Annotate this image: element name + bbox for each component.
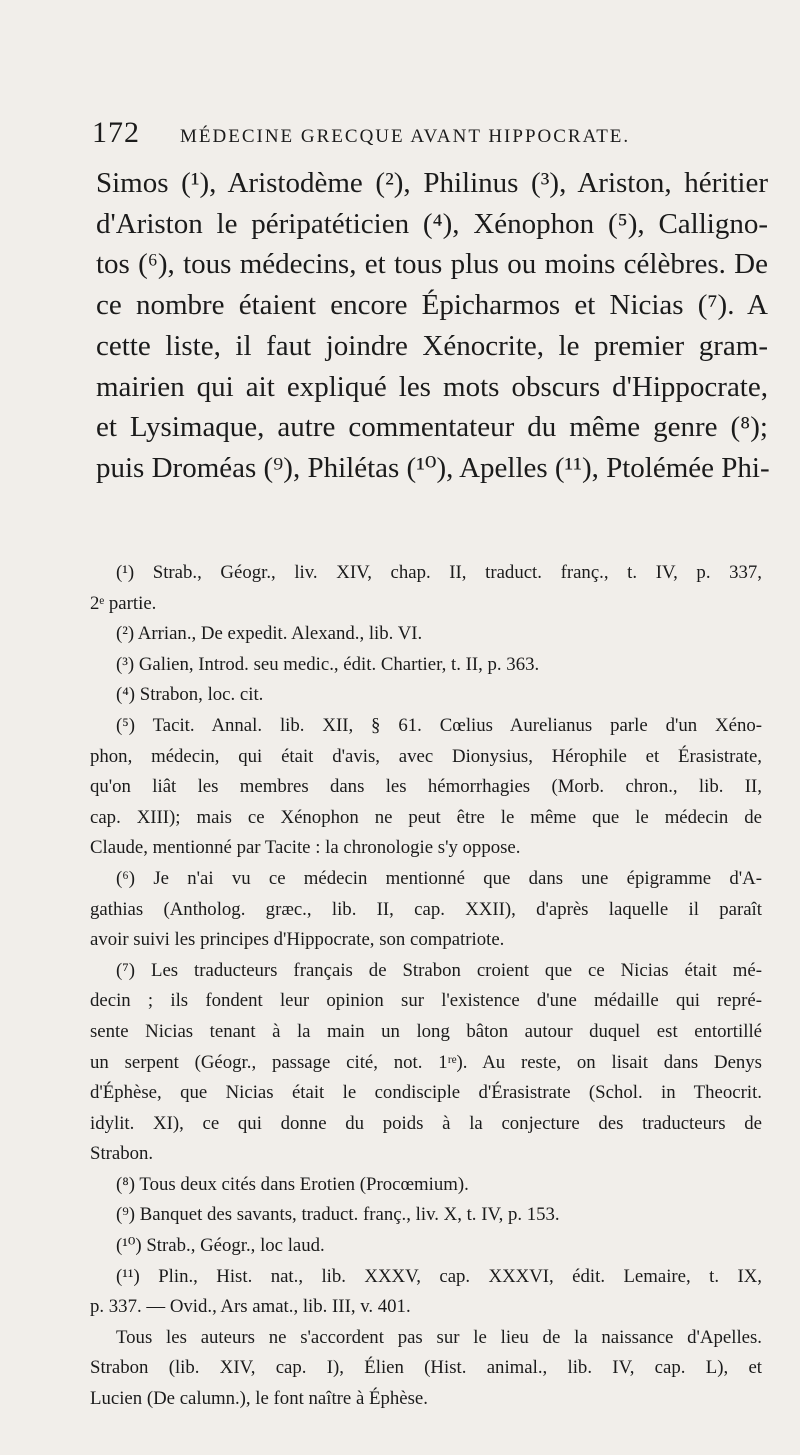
footnote-line: Claude, mentionné par Tacite : la chronologie s'y oppose. (90, 837, 521, 859)
footnote-line: un serpent (Géogr., passage cité, not. 1ʳᵉ). Au reste, on lisait dans Denys (90, 1051, 762, 1073)
body-line: puis Droméas (⁹), Philétas (¹⁰), Apelles (¹¹), Ptolémée Phi- (96, 451, 770, 484)
body-line: tos (⁶), tous médecins, et tous plus ou moins célèbres. De (96, 248, 768, 281)
footnote-line: qu'on liât les membres dans les hémorrhagies (Morb. chron., lib. II, (90, 776, 762, 798)
footnote-line: cap. XIII); mais ce Xénophon ne peut être le même que le médecin de (90, 806, 762, 828)
page-number: 172 (92, 116, 140, 149)
footnote-line: (³) Galien, Introd. seu medic., édit. Chartier, t. II, p. 363. (116, 653, 540, 675)
footnote-line: (¹) Strab., Géogr., liv. XIV, chap. II, traduct. franç., t. IV, p. 337, (116, 562, 762, 583)
body-line: d'Ariston le péripatéticien (⁴), Xénophon (⁵), Calligno- (96, 207, 768, 240)
footnote-line: avoir suivi les principes d'Hippocrate, son compatriote. (90, 929, 505, 951)
running-title: MÉDECINE GRECQUE AVANT HIPPOCRATE. (180, 126, 631, 147)
footnote-line: phon, médecin, qui était d'avis, avec Dionysius, Hérophile et Érasistrate, (90, 745, 762, 767)
footnotes (90, 558, 762, 1415)
footnote-line: (⁴) Strabon, loc. cit. (116, 684, 264, 706)
body-line: mairien qui ait expliqué les mots obscurs d'Hippocrate, (96, 370, 768, 403)
page-header (92, 116, 712, 150)
footnote-line: (⁹) Banquet des savants, traduct. franç., liv. X, t. IV, p. 153. (116, 1204, 560, 1226)
footnote-line: (¹¹) Plin., Hist. nat., lib. XXXV, cap. XXXVI, édit. Lemaire, t. IX, (116, 1265, 762, 1287)
body-line: Simos (¹), Aristodème (²), Philinus (³), Ariston, héritier (96, 167, 768, 199)
footnote-line: decin ; ils fondent leur opinion sur l'existence d'une médaille qui repré- (90, 990, 762, 1012)
footnote-line: 2ᵉ partie. (90, 592, 157, 614)
footnote-line: (⁷) Les traducteurs français de Strabon croient que ce Nicias était mé- (116, 959, 762, 981)
footnote-line: gathias (Antholog. græc., lib. II, cap. XXII), d'après laquelle il paraît (90, 898, 762, 920)
main-text (96, 163, 768, 489)
footnote-line: Lucien (De calumn.), le font naître à Éphèse. (90, 1388, 428, 1410)
footnote-line: (⁸) Tous deux cités dans Erotien (Procœmium). (116, 1173, 469, 1195)
footnote-line: (⁵) Tacit. Annal. lib. XII, § 61. Cœlius Aurelianus parle d'un Xéno- (116, 714, 762, 736)
body-line: cette liste, il faut joindre Xénocrite, le premier gram- (96, 329, 768, 362)
footnote-line: Tous les auteurs ne s'accordent pas sur le lieu de la naissance d'Apelles. (116, 1326, 762, 1348)
footnote-line: idylit. XI), ce qui donne du poids à la conjecture des traducteurs de (90, 1112, 762, 1134)
footnote-line: Strabon (lib. XIV, cap. I), Élien (Hist. animal., lib. IV, cap. L), et (90, 1357, 762, 1379)
footnote-line: Strabon. (90, 1143, 154, 1165)
footnote-line: p. 337. — Ovid., Ars amat., lib. III, v. 401. (90, 1296, 411, 1318)
footnote-line: sente Nicias tenant à la main un long bâton autour duquel est entortillé (90, 1020, 762, 1042)
body-line: et Lysimaque, autre commentateur du même genre (⁸); (96, 411, 768, 444)
footnote-line: (¹⁰) Strab., Géogr., loc laud. (116, 1235, 325, 1257)
footnote-line: (²) Arrian., De expedit. Alexand., lib. VI. (116, 623, 423, 645)
footnote-line: d'Éphèse, que Nicias était le condisciple d'Érasistrate (Schol. in Theocrit. (90, 1082, 762, 1104)
footnote-line: (⁶) Je n'ai vu ce médecin mentionné que dans une épigramme d'A- (116, 867, 762, 889)
body-line: ce nombre étaient encore Épicharmos et Nicias (⁷). A (96, 289, 768, 322)
